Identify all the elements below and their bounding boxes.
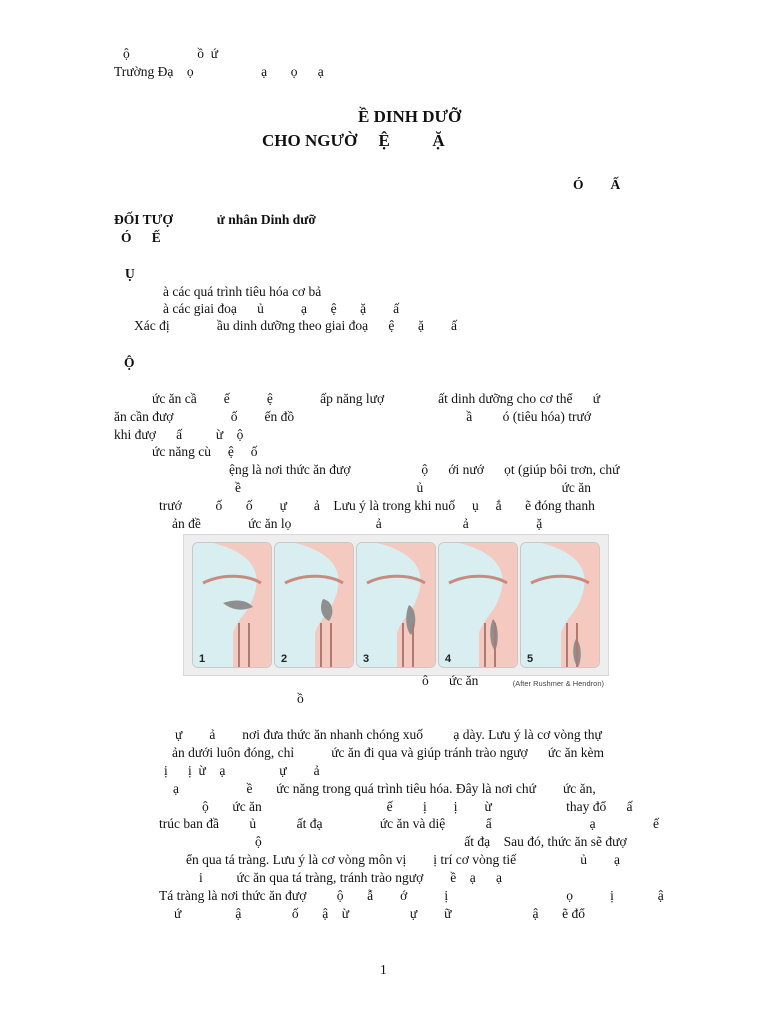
- para5-line: ển qua tá tràng. Lưu ý là cơ vòng môn vị ị trí cơ vòng tiế ủ ạ: [186, 852, 621, 867]
- panel-number: 1: [199, 653, 206, 665]
- figure-caption-1: ô ức ăn: [422, 673, 479, 688]
- para2-line: ức năng cù ệ ố: [152, 444, 258, 459]
- title-line-2: CHO NGƯỜ Ệ Ặ: [262, 131, 445, 150]
- objectives-heading: Ụ: [125, 266, 135, 281]
- para3-line: trướ ố ố ự ả Lưu ý là trong khi nuố ụ ắ ẽ đóng thanh: [159, 498, 595, 513]
- panel-number: 4: [445, 653, 452, 665]
- para5-line: trúc ban đầ ủ ất đạ ức ăn và diệ ẩ ạ ế: [159, 816, 659, 831]
- content-heading: Ộ: [124, 355, 135, 370]
- author-line: Ó Ấ: [573, 177, 621, 192]
- title-line-1: Ề DINH DƯỠ: [358, 107, 462, 126]
- para3-line: ệng là nơi thức ăn đượ ộ ới nướ ọt (giúp bôi trơn, chứ: [229, 462, 620, 477]
- objective-item: à các quá trình tiêu hóa cơ bả: [163, 284, 322, 299]
- para5-line: ạ ề ức năng trong quá trình tiêu hóa. Đây là nơi chứ ức ăn,: [173, 781, 596, 796]
- para5-line: ộ ất đạ Sau đó, thức ăn sẽ đượ: [255, 834, 627, 849]
- para6-line: ứ ậ ố ậ ừ ự ữ ậ ẽ đổ: [174, 906, 585, 921]
- para5-line: ộ ức ăn ế ị ị ừ thay đổ ấ: [202, 799, 633, 814]
- para6-line: Tá tràng là nơi thức ăn đượ ộ ẫ ớ ị ọ ị ậ: [159, 888, 664, 903]
- header-line-1: ộ ồ ứ: [123, 46, 219, 61]
- figure-credit: (After Rushmer & Hendron): [512, 679, 604, 688]
- objective-item: à các giai đoạ ủ ạ ệ ặ ấ: [163, 301, 400, 316]
- para3-line: ản đề ức ăn lọ ả ả ặ: [172, 516, 543, 531]
- figure-panel-4: [438, 542, 518, 668]
- figure-caption-2: ồ: [297, 691, 304, 706]
- para5-line: i ức ăn qua tá tràng, tránh trào ngượ ề ạ ạ: [199, 870, 502, 885]
- para3-line: ề ủ ức ăn: [235, 480, 592, 495]
- figure-panel-1: [192, 542, 272, 668]
- panel-number: 2: [281, 653, 288, 665]
- figure-panel-5: [520, 542, 600, 668]
- figure-panel-2: [274, 542, 354, 668]
- para1-line: ăn cần đượ ố ến đồ ầ ó (tiêu hóa) trướ: [114, 409, 591, 424]
- panel-number: 3: [363, 653, 370, 665]
- header-line-2: Trường Đạ ọ ạ ọ ạ: [114, 64, 324, 79]
- panel-number: 5: [527, 653, 534, 665]
- para4-line: ự ả nơi đưa thức ăn nhanh chóng xuố ạ dày. Lưu ý là cơ vòng thự: [175, 727, 602, 742]
- audience-line-2: Ó Ế: [121, 230, 161, 245]
- para1-line: ức ăn cầ ế ệ ấp năng lượ ất dinh dưỡng cho cơ thể ứ: [152, 391, 601, 406]
- para1-line: khi đượ ấ ừ ộ: [114, 427, 244, 442]
- audience-line-1: ĐỐI TƯỢ ử nhân Dinh dưỡ: [114, 212, 316, 227]
- page-number: 1: [380, 962, 387, 977]
- figure-panel-3: [356, 542, 436, 668]
- para4-line: ản dưới luôn đóng, chỉ ức ăn đi qua và giúp tránh trào ngượ ức ăn kèm: [172, 745, 604, 760]
- para4-line: ị ị ừ ạ ự ả: [164, 763, 320, 778]
- objective-item: Xác đị ầu dinh dưỡng theo giai đoạ ệ ặ ấ: [134, 318, 458, 333]
